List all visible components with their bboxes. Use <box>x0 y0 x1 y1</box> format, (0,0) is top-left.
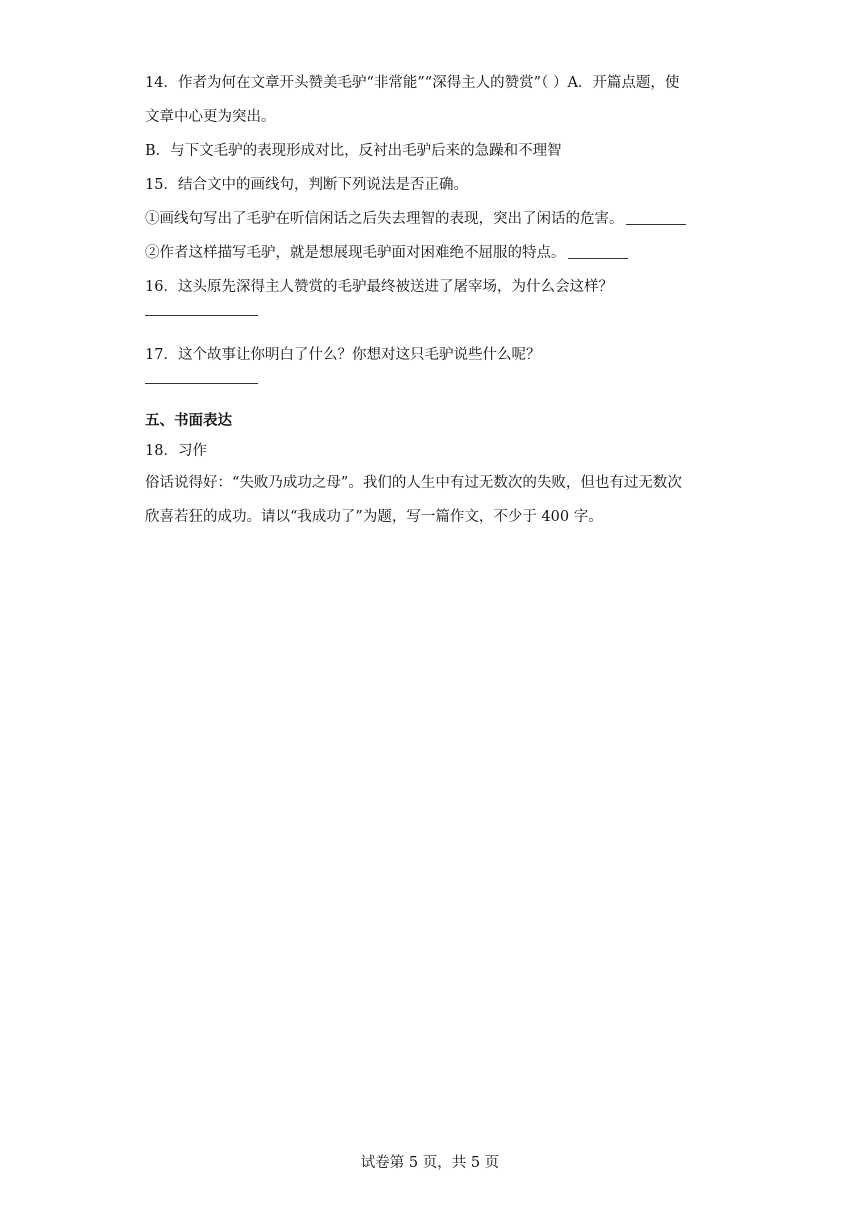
question-15-item-2-text: ②作者这样描写毛驴，就是想展现毛驴面对困难绝不屈服的特点。 <box>145 245 566 261</box>
question-15-item-1-text: ①画线句写出了毛驴在听信闲话之后失去理智的表现，突出了闲话的危害。 <box>145 211 624 227</box>
answer-blank-15-2[interactable] <box>568 258 628 259</box>
page-content <box>145 66 715 534</box>
question-15-item-1 <box>145 202 715 236</box>
question-18-line-1: 俗话说得好：“失败乃成功之母”。我们的人生中有过无数次的失败，但也有过无数次 <box>145 475 682 491</box>
question-15-item-2 <box>145 236 715 270</box>
answer-blank-15-1[interactable] <box>626 224 686 225</box>
question-14-option-b: B．与下文毛驴的表现形成对比，反衬出毛驴后来的急躁和不理智 <box>145 143 562 159</box>
page-footer: 试卷第 5 页，共 5 页 <box>360 1155 500 1171</box>
section-5-title: 五、书面表达 <box>145 412 232 429</box>
question-17-stem: 17．这个故事让你明白了什么？你想对这只毛驴说些什么呢？ <box>145 347 541 363</box>
question-14-line-1: 14．作者为何在文章开头赞美毛驴“非常能”“深得主人的赞赏”（ ）A．开篇点题，使 <box>145 75 680 91</box>
answer-blank-16[interactable] <box>145 315 258 316</box>
question-14-line-2: 文章中心更为突出。 <box>145 109 276 125</box>
question-18-label: 18．习作 <box>145 443 207 459</box>
question-15-stem: 15．结合文中的画线句，判断下列说法是否正确。 <box>145 177 468 193</box>
answer-blank-17[interactable] <box>145 383 258 384</box>
question-16-stem: 16．这头原先深得主人赞赏的毛驴最终被送进了屠宰场，为什么会这样？ <box>145 279 613 295</box>
question-18-line-2: 欣喜若狂的成功。请以“我成功了”为题，写一篇作文，不少于 400 字。 <box>145 509 603 525</box>
